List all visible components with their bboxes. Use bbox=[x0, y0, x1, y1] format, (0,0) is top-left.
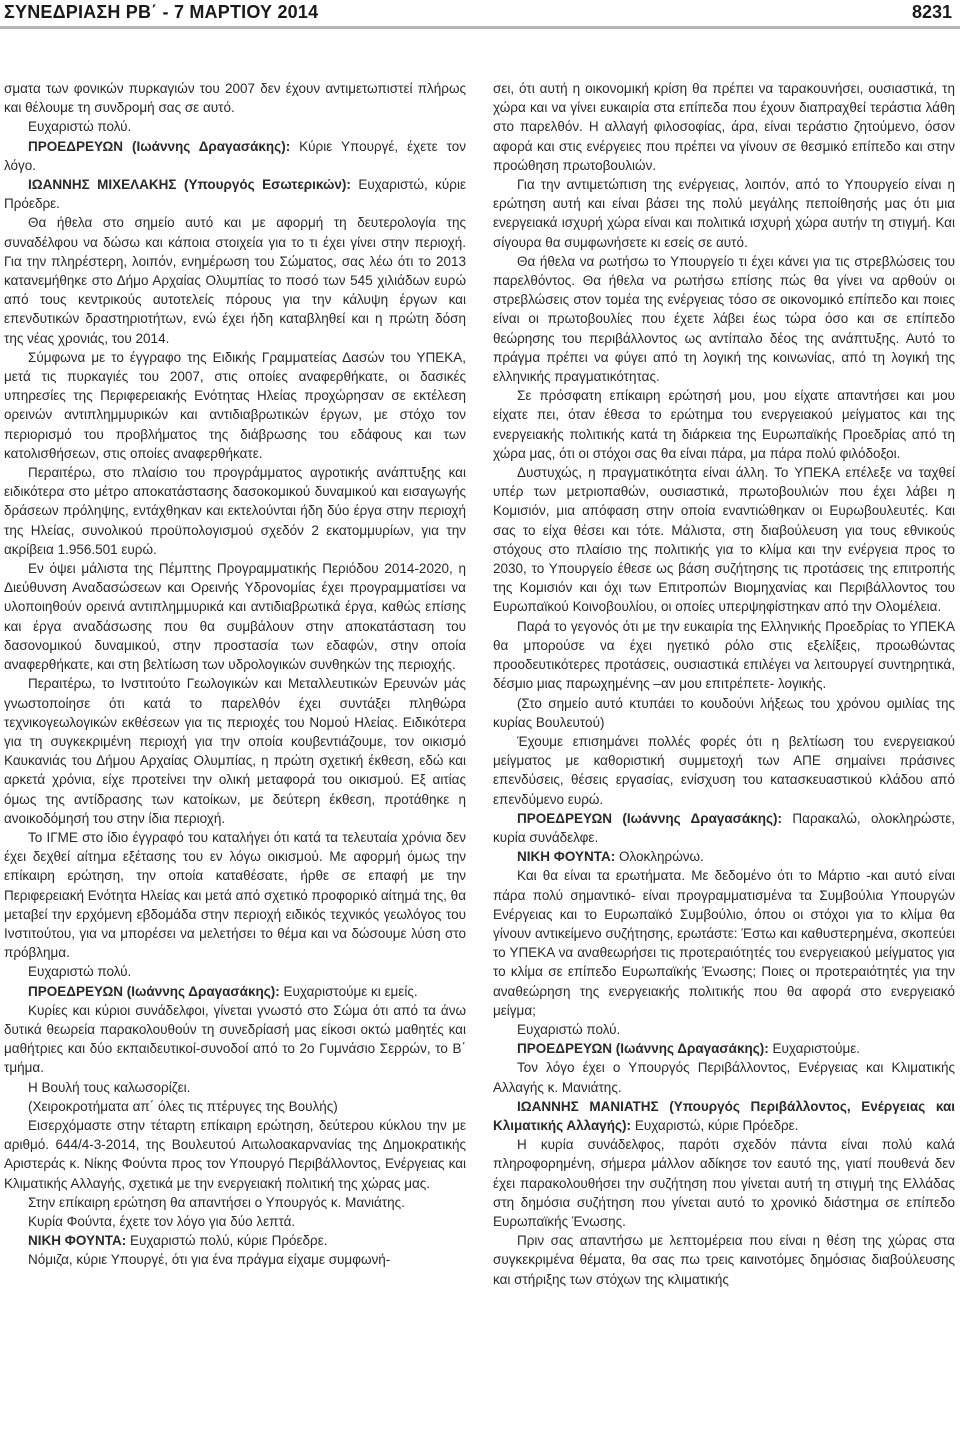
paragraph bbox=[493, 732, 955, 809]
paragraph-text: Κυρία Φούντα, έχετε τον λόγο για δύο λεπτά. bbox=[28, 1213, 296, 1229]
paragraph-text: Εν όψει μάλιστα της Πέμπτης Προγραμματικής Περιόδου 2014-2020, η Διεύθυνση Αναδασώσεων και Ορεινής Υδρονομίας έχει προγραμματίσει να υλοποιηθούν ορεινά αντιπλημμυρικά και αντιδιαβρωτικά έργα, καθώς επίσης και έργα αναδάσωσης που θα συμβάλουν στην αποκατάσταση του δασονομικού δυναμικού, στην προστασία των εδαφών, στην οποία αναφερθήκατε, και στη βελτίωση των υδρολογικών συνθηκών της περιοχής. bbox=[4, 561, 466, 673]
paragraph bbox=[493, 1020, 955, 1039]
paragraph bbox=[493, 866, 955, 1020]
paragraph bbox=[493, 1231, 955, 1289]
paragraph bbox=[493, 386, 955, 463]
paragraph-text: Ευχαριστώ, κύριε Πρόεδρε. bbox=[631, 1117, 799, 1133]
speaker-name: ΙΩΑΝΝΗΣ ΜΙΧΕΛΑΚΗΣ (Υπουργός Εσωτερικών): bbox=[28, 177, 351, 193]
paragraph-text: Σύμφωνα με το έγγραφο της Ειδικής Γραμματείας Δασών του ΥΠΕΚΑ, μετά τις πυρκαγιές του 2007, στις οποίες αναφερθήκατε, οι δασικές υπηρεσίες της Περιφερειακής Ενότητας Ηλείας προχώρησαν σε εκτέλεση ορεινών αντιπλημμυρικών και αντιδιαβρωτικών έργων, με στόχο τον περιορισμό του προβλήματος της διάβρωσης του εδάφους και των κατολισθήσεων, στις οποίες αναφερθήκατε. bbox=[4, 349, 466, 461]
paragraph bbox=[4, 828, 466, 962]
paragraph-text: Πριν σας απαντήσω με λεπτομέρεια που είναι η θέση της χώρας στα συγκεκριμένα θέματα, θα σας πω τρεις καινοτόμες δημόσιας διαβούλευσης και στήριξης των στόχων της κλιματικής bbox=[493, 1233, 955, 1287]
paragraph-text: Για την αντιμετώπιση της ενέργειας, λοιπόν, από το Υπουργείο είναι η ερώτηση αυτή και είναι βάσει της πολύ μεγάλης πεποίθησής μας ότι μια ενεργειακά ισχυρή χώρα είναι και πολιτικά ισχυρή χώρα αυτήν τη στιγμή. Και σίγουρα θα συμφωνήσετε κι εσείς σε αυτό. bbox=[493, 177, 955, 250]
paragraph-text: Κύριε Υπουργέ, έχετε τον λόγο. bbox=[4, 138, 466, 173]
speaker-name: ΙΩΑΝΝΗΣ ΜΑΝΙΑΤΗΣ (Υπουργός Περιβάλλοντος, Ενέργειας και Κλιματικής Αλλαγής): bbox=[493, 1098, 955, 1133]
paragraph-text: Ευχαριστώ πολύ. bbox=[28, 119, 132, 135]
paragraph bbox=[493, 252, 955, 386]
paragraph-text: Ολοκληρώνω. bbox=[615, 849, 704, 865]
paragraph bbox=[4, 982, 466, 1001]
session-title: ΣΥΝΕΔΡΙΑΣΗ ΡΒ΄ - 7 ΜΑΡΤΙΟΥ 2014 bbox=[4, 2, 319, 22]
paragraph bbox=[493, 694, 955, 732]
paragraph bbox=[4, 1193, 466, 1212]
paragraph-text: Νόμιζα, κύριε Υπουργέ, ότι για ένα πράγμα είχαμε συμφωνή- bbox=[28, 1252, 391, 1268]
paragraph bbox=[4, 348, 466, 463]
paragraph bbox=[4, 1212, 466, 1231]
speaker-name: ΝΙΚΗ ΦΟΥΝΤΑ: bbox=[517, 849, 616, 865]
paragraph bbox=[4, 463, 466, 559]
paragraph bbox=[4, 559, 466, 674]
speaker-name: ΝΙΚΗ ΦΟΥΝΤΑ: bbox=[28, 1233, 127, 1249]
paragraph bbox=[4, 1097, 466, 1116]
paragraph bbox=[4, 213, 466, 347]
page-header bbox=[0, 0, 960, 28]
paragraph bbox=[493, 463, 955, 617]
paragraph-text: σει, ότι αυτή η οικονομική κρίση θα πρέπει να ταρακουνήσει, ουσιαστικά, τη χώρα και να γίνει ευκαιρία στα επίπεδα που έχουν διαπραχθεί τεράστια λάθη στο παρελθόν. Η αλλαγή φιλοσοφίας, άρα, είναι τεράστιο ζητούμενο, όσον αφορά και στις ενέργειες που πρέπει να γίνουν σε θεσμικό επίπεδο και στην προώθηση πρωτοβουλιών. bbox=[493, 81, 955, 173]
header-rule bbox=[0, 26, 960, 29]
paragraph-text: Ευχαριστούμε. bbox=[768, 1041, 861, 1057]
paragraph-text: Περαιτέρω, το Ινστιτούτο Γεωλογικών και Μεταλλευτικών Ερευνών μάς γνωστοποίησε ότι κατά το παρελθόν έχει συντάξει πληθώρα τεχνικογεωλογικών εκθέσεων για τις περιοχές του Νομού Ηλείας. Ειδικότερα για τη συγκεκριμένη περιοχή για την οποία κουβεντιάζουμε, τον οικισμό Καυκανιάς του Δήμου Αρχαίας Ολυμπίας, η πρώτη σχετική έκθεση, εδώ και αρκετά χρόνια, είχε προτείνει την ολική μεταφορά του οικισμού. Εξ αιτίας όμως της αντίδρασης των κατοίκων, με δεύτερη έκθεση, προτάθηκε η ανοικοδόμησή του στην ίδια περιοχή. bbox=[4, 676, 466, 826]
paragraph-text: Ευχαριστούμε κι εμείς. bbox=[279, 983, 418, 999]
paragraph bbox=[4, 79, 466, 117]
paragraph-text: Η Βουλή τους καλωσορίζει. bbox=[28, 1079, 191, 1095]
paragraph-text: Στην επίκαιρη ερώτηση θα απαντήσει ο Υπουργός κ. Μανιάτης. bbox=[28, 1194, 405, 1210]
paragraph-text: Ευχαριστώ πολύ. bbox=[517, 1021, 621, 1037]
paragraph bbox=[493, 175, 955, 252]
paragraph-text: (Χειροκροτήματα απ΄ όλες τις πτέρυγες της Βουλής) bbox=[28, 1098, 338, 1114]
paragraph-text: Ευχαριστώ, κύριε Πρόεδρε. bbox=[4, 177, 466, 212]
paragraph-text: Ευχαριστώ πολύ. bbox=[28, 964, 132, 980]
paragraph bbox=[493, 1097, 955, 1135]
paragraph bbox=[4, 1116, 466, 1193]
speaker-name: ΠΡΟΕΔΡΕΥΩΝ (Ιωάννης Δραγασάκης): bbox=[517, 810, 783, 826]
paragraph bbox=[493, 79, 955, 175]
paragraph bbox=[493, 617, 955, 694]
paragraph bbox=[493, 1039, 955, 1058]
paragraph-text: Έχουμε επισημάνει πολλές φορές ότι η βελτίωση του ενεργειακού μείγματος με καθοριστική συμμετοχή των ΑΠΕ σημαίνει πράσινες επενδύσεις, θέσεις εργασίας, ενίσχυση του κατασκευαστικού κλάδου από επενδύμενο ευρώ. bbox=[493, 733, 955, 807]
paragraph-text: Περαιτέρω, στο πλαίσιο του προγράμματος αγροτικής ανάπτυξης και ειδικότερα στο μέτρο αποκατάστασης δασοκομικού δυναμικού και εισαγωγής δράσεων πρόληψης, εντάχθηκαν και εκτελούνται ήδη δύο έργα στην περιοχή της Ηλείας, συνολικού προϋπολογισμού σχεδόν 2 εκατομμυρίων, για την ακρίβεια 1.956.501 ευρώ. bbox=[4, 465, 466, 557]
paragraph bbox=[493, 1058, 955, 1096]
paragraph bbox=[4, 137, 466, 175]
speaker-name: ΠΡΟΕΔΡΕΥΩΝ (Ιωάννης Δραγασάκης): bbox=[517, 1041, 769, 1057]
paragraph bbox=[4, 175, 466, 213]
paragraph-text: Παρά το γεγονός ότι με την ευκαιρία της Ελληνικής Προεδρίας το ΥΠΕΚΑ θα μπορούσε να έχει ηγετικό ρόλο στις εξελίξεις, προωθώντας προοδευτικότερες προτάσεις, ουσιαστικά επιλέγει να λειτουργεί συντηρητικά, δέσμιο μιας παρωχημένης –αν μου επιτρέπετε- λογικής. bbox=[493, 618, 955, 692]
paragraph bbox=[493, 809, 955, 847]
paragraph bbox=[4, 1078, 466, 1097]
paragraph-text: Η κυρία συνάδελφος, παρότι σχεδόν πάντα είναι πολύ καλά πληροφορημένη, σήμερα μάλλον αδίκησε τον εαυτό της, γιατί πουθενά δεν έχει παρακολουθήσει την συζήτηση που γίνεται αυτή τη στιγμή της Ελλάδας στη δημόσια συζήτηση που γίνεται αυτό το χρονικό διάστημα σε επίπεδο Ευρωπαϊκής Ένωσης. bbox=[493, 1137, 955, 1229]
paragraph-text: Δυστυχώς, η πραγματικότητα είναι άλλη. Το ΥΠΕΚΑ επέλεξε να ταχθεί υπέρ των μετριοπαθών, ουσιαστικά, πρωτοβουλιών που έχει λάβει η Κομισιόν, μια απόφαση στην οποία εναντιώθηκαν οι Ευρωβουλευτές. Και σας το είχα θέσει και τότε. Μάλιστα, στη διαβούλευση για τους εθνικούς στόχους στο πλαίσιο της πολιτικής για το κλίμα και την ενέργεια προς το 2030, το Υπουργείο έθεσε ως βάση συζήτησης τις προτάσεις της επιτροπής της Κομισιόν και όχι των Επιτροπών Βιομηχανίας και Περιβάλλοντος του Ευρωπαϊκού Κοινοβουλίου, οι οποίες υπερψηφίστηκαν από την Ολομέλεια. bbox=[493, 465, 955, 615]
paragraph-text: Θα ήθελα στο σημείο αυτό και με αφορμή τη δευτερολογία της συναδέλφου να δώσω και κάποια στοιχεία για το τι έχει γίνει στην περιοχή. Για την πληρέστερη, λοιπόν, ενημέρωση του Σώματος, σας λέω ότι το 2013 κατανεμήθηκε στο Δήμο Αρχαίας Ολυμπίας το ποσό των 545 χιλιάδων ευρώ από τους κεντρικούς αυτοτελείς πόρους για την κάλυψη έργων και επενδυτικών δραστηριοτήτων, ενώ έχει ήδη καταβληθεί και η πρώτη δόση της νέας χρονιάς, του 2014. bbox=[4, 215, 466, 346]
paragraph bbox=[493, 847, 955, 866]
left-column bbox=[4, 79, 466, 1270]
paragraph bbox=[4, 962, 466, 981]
right-column bbox=[493, 79, 955, 1289]
paragraph bbox=[4, 117, 466, 136]
page-number: 8231 bbox=[911, 2, 952, 22]
paragraph-text: Τον λόγο έχει ο Υπουργός Περιβάλλοντος, Ενέργειας και Κλιματικής Αλλαγής κ. Μανιάτης. bbox=[493, 1060, 955, 1095]
paragraph-text: Σε πρόσφατη επίκαιρη ερώτησή μου, μου είχατε απαντήσει και μου είχατε πει, όταν έθεσα το ερώτημα του ενεργειακού μείγματος και της ενεργειακής πολιτικής κατά τη διάρκεια της Ευρωπαϊκής Προεδρίας από τη χώρα μας, ότι οι στόχοι σας θα είναι πάρα, μα πάρα πολύ φιλόδοξοι. bbox=[493, 388, 955, 461]
paragraph bbox=[493, 1135, 955, 1231]
paragraph-text: Εισερχόμαστε στην τέταρτη επίκαιρη ερώτηση, δεύτερου κύκλου την με αριθμό. 644/4-3-2014, της Βουλευτού Αιτωλοακαρνανίας της Δημοκρατικής Αριστεράς κ. Νίκης Φούντα προς τον Υπουργό Περιβάλλοντος, Ενέργειας και Κλιματικής Αλλαγής, σχετικά με την ενεργειακή πολιτική της χώρας μας. bbox=[4, 1117, 466, 1191]
paragraph-text: Θα ήθελα να ρωτήσω το Υπουργείο τι έχει κάνει για τις στρεβλώσεις του παρελθόντος. Θα ήθελα να ρωτήσω επίσης πώς θα γίνει να αρθούν οι στρεβλώσεις στον τομέα της ενέργειας τόσο σε οικονομικό επίπεδο και ποιες είναι οι πρωτοβουλίες που έχετε λάβει έως τώρα όσο και σε επίπεδο θεώρησης του περιβάλλοντος ως αντίπαλο δέος της ανάπτυξης. Αυτό το πράγμα πρέπει να φύγει από τη λογική της κοινωνίας, από τη λογική της ελληνικής πραγματικότητας. bbox=[493, 253, 955, 385]
paragraph-text: Το ΙΓΜΕ στο ίδιο έγγραφό του καταλήγει ότι κατά τα τελευταία χρόνια δεν έχει δεχθεί αίτημα εξέτασης του εν λόγω οικισμού. Με αφορμή όμως την επίκαιρη ερώτηση, την οποία καταθέσατε, ήρθε σε επαφή με την Περιφερειακή Ενότητα Ηλείας και μετά από σχετικό προφορικό αίτημά της, θα μεταβεί την ερχόμενη εβδομάδα στην περιοχή ειδικός τεχνικός γεωλόγος του Ινστιτούτου, για να μπορέσει να μελετήσει το θέμα και να δώσουμε λύση στο πρόβλημα. bbox=[4, 829, 466, 961]
paragraph-text: σματα των φονικών πυρκαγιών του 2007 δεν έχουν αντιμετωπιστεί πλήρως και θέλουμε τη συνδρομή σας σε αυτό. bbox=[4, 81, 466, 116]
paragraph bbox=[4, 1231, 466, 1250]
speaker-name: ΠΡΟΕΔΡΕΥΩΝ (Ιωάννης Δραγασάκης): bbox=[28, 983, 280, 999]
speaker-name: ΠΡΟΕΔΡΕΥΩΝ (Ιωάννης Δραγασάκης): bbox=[28, 138, 291, 154]
paragraph-text: Και θα είναι τα ερωτήματα. Με δεδομένο ότι το Μάρτιο -και αυτό είναι πάρα πολύ σημαντικό- είναι προγραμματισμένα τα Συμβούλια Υπουργών Ενέργειας και το Ευρωπαϊκό Συμβούλιο, όπου οι στόχοι για το κλίμα θα γίνουν αντικείμενο συζήτησης, ερωτάστε: Έστω και καθυστερημένα, σκοπεύει το ΥΠΕΚΑ να αναθεωρήσει τις προτεραιότητές του ενεργειακού μείγματος για το κλίμα σε επίπεδο Ευρωπαϊκής Ένωσης; Ποιες οι προτεραιότητές για την αναθεώρηση της ενεργειακής πολιτικής που θα αφορά στο ενεργειακό μείγμα; bbox=[493, 868, 955, 1018]
paragraph-text: Παρακαλώ, ολοκληρώστε, κυρία συνάδελφε. bbox=[493, 810, 956, 845]
paragraph bbox=[4, 1250, 466, 1269]
paragraph-text: (Στο σημείο αυτό κτυπάει το κουδούνι λήξεως του χρόνου ομιλίας της κυρίας Βουλευτού) bbox=[493, 695, 955, 730]
paragraph-text: Ευχαριστώ πολύ, κύριε Πρόεδρε. bbox=[126, 1233, 328, 1249]
paragraph-text: Κυρίες και κύριοι συνάδελφοι, γίνεται γνωστό στο Σώμα ότι από τα άνω δυτικά θεωρεία παρακολουθούν τη συνεδρίασή μας είκοσι οκτώ μαθητές και μαθήτριες και δύο εκπαιδευτικοί-συνοδοί από το 2ο Γυμνάσιο Σερρών, το Β΄ τμήμα. bbox=[4, 1002, 466, 1076]
paragraph bbox=[4, 674, 466, 828]
paragraph bbox=[4, 1001, 466, 1078]
